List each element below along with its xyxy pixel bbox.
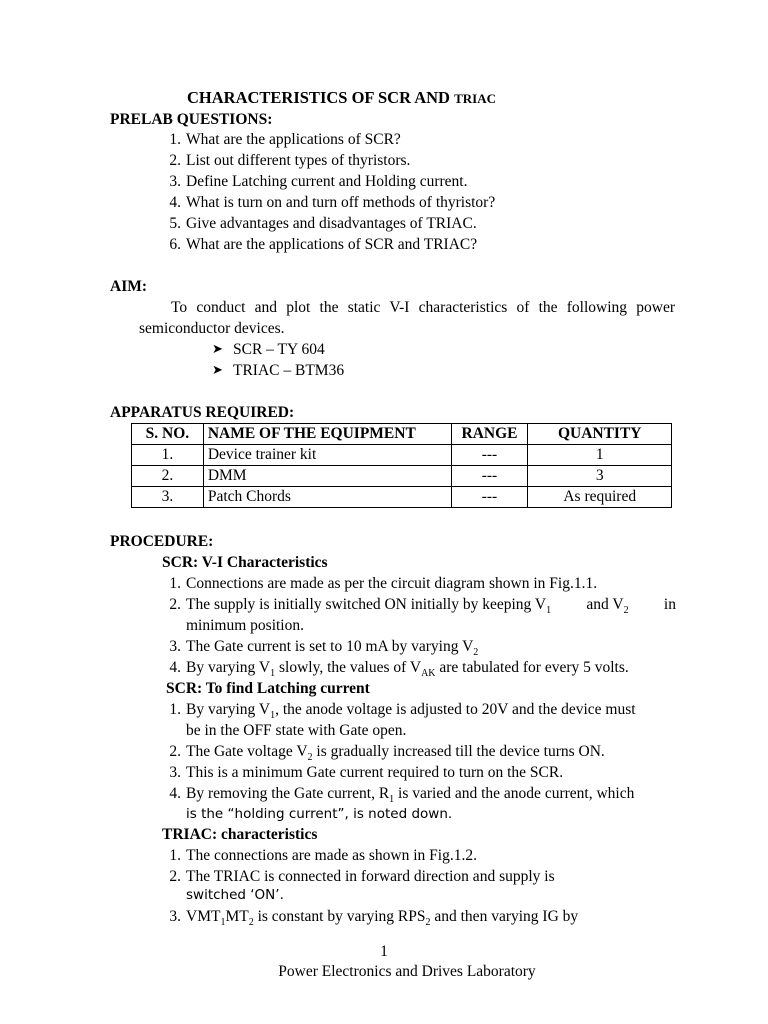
footer-lab-name: Power Electronics and Drives Laboratory: [278, 963, 536, 980]
table-cell: As required: [528, 487, 672, 508]
table-cell: ---: [451, 487, 528, 508]
aim-text: To conduct and plot the static V-I characteristics of the following power semiconductor devices.: [139, 299, 675, 337]
apparatus-heading: APPARATUS REQUIRED:: [110, 404, 295, 421]
col-header: S. NO.: [132, 424, 204, 445]
table-cell: 1.: [132, 445, 204, 466]
arrow-bullet-icon: ➤: [212, 363, 223, 378]
aim-heading: AIM:: [110, 278, 148, 295]
table-cell: 3: [528, 466, 672, 487]
scr-vi-heading: SCR: V-I Characteristics: [162, 554, 328, 571]
table-cell: 2.: [132, 466, 204, 487]
table-cell: Device trainer kit: [203, 445, 451, 466]
table-row: [132, 487, 672, 508]
page-title: [187, 87, 496, 109]
table-cell: 1: [528, 445, 672, 466]
table-cell: DMM: [203, 466, 451, 487]
procedure-heading: PROCEDURE:: [110, 533, 214, 550]
col-header: NAME OF THE EQUIPMENT: [203, 424, 451, 445]
col-header: QUANTITY: [528, 424, 672, 445]
table-cell: Patch Chords: [203, 487, 451, 508]
title-small: TRIAC: [454, 91, 497, 106]
table-header-row: [132, 424, 672, 445]
arrow-bullet-icon: ➤: [212, 342, 223, 357]
table-cell: ---: [451, 466, 528, 487]
prelab-heading: PRELAB QUESTIONS:: [110, 111, 273, 128]
triac-heading: TRIAC: characteristics: [162, 826, 318, 843]
table-cell: 3.: [132, 487, 204, 508]
apparatus-table: [131, 423, 672, 508]
table-row: [132, 466, 672, 487]
col-header: RANGE: [451, 424, 528, 445]
page-number: 1: [380, 943, 388, 960]
table-row: [132, 445, 672, 466]
scr-latch-heading: SCR: To find Latching current: [166, 680, 370, 697]
table-cell: ---: [451, 445, 528, 466]
title-main: CHARACTERISTICS OF SCR AND: [187, 88, 450, 107]
